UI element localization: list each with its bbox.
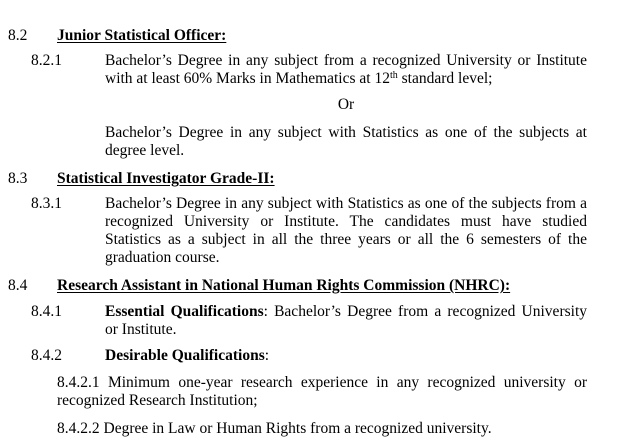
clause-number-8-4-2-1: 8.4.2.1	[57, 374, 100, 391]
essential-qualifications-text: : Bachelor’s Degree from a recognized University or Institute.	[105, 303, 587, 338]
or-separator: Or	[337, 96, 355, 113]
clause-number-8-3-1: 8.3.1	[31, 195, 62, 212]
clause-number-8-4-2: 8.4.2	[31, 347, 62, 364]
clause-number-8-2-1: 8.2.1	[31, 52, 62, 69]
clause-8-4-2-1-text: Minimum one-year research experience in any recognized university or recognized Research Institution;	[57, 374, 587, 409]
desirable-qualifications-label: Desirable Qualifications	[105, 347, 265, 364]
clause-8-2-1-alternative: Bachelor’s Degree in any subject with Statistics as one of the subjects at degree level.	[105, 124, 587, 159]
section-number-8-3: 8.3	[8, 170, 28, 187]
clause-8-2-1-text-a: Bachelor’s Degree in any subject from a recognized University or Institute with at least 60% Marks in Mathematics at 12	[105, 52, 587, 87]
clause-8-2-1-text	[105, 52, 587, 88]
clause-8-4-2-1	[57, 374, 587, 410]
clause-8-2-1-text-b: standard level;	[397, 70, 493, 87]
ordinal-superscript: th	[389, 70, 398, 81]
clause-8-4-2-2-text: Degree in Law or Human Rights from a recognized university.	[103, 420, 492, 437]
clause-8-4-1-text	[105, 303, 587, 339]
essential-qualifications-label: Essential Qualifications	[105, 303, 264, 320]
desirable-qualifications-colon: :	[264, 347, 270, 364]
section-title-statistical-investigator: Statistical Investigator Grade-II:	[57, 170, 275, 187]
clause-number-8-4-2-2: 8.4.2.2	[57, 420, 100, 437]
clause-8-3-1-text: Bachelor’s Degree in any subject with Statistics as one of the subjects from a recognized University or Institute. The candidates must have studied Statistics as a subject in all the three years or all the 6 semesters of the graduation course.	[105, 195, 587, 266]
section-number-8-4: 8.4	[8, 277, 28, 294]
section-title-junior-statistical-officer: Junior Statistical Officer:	[57, 27, 227, 44]
section-number-8-2: 8.2	[8, 27, 28, 44]
clause-8-4-2-2	[57, 420, 587, 438]
clause-number-8-4-1: 8.4.1	[31, 303, 62, 320]
section-title-research-assistant-nhrc: Research Assistant in National Human Rights Commission (NHRC):	[57, 277, 511, 294]
clause-8-4-2-heading	[105, 347, 587, 365]
